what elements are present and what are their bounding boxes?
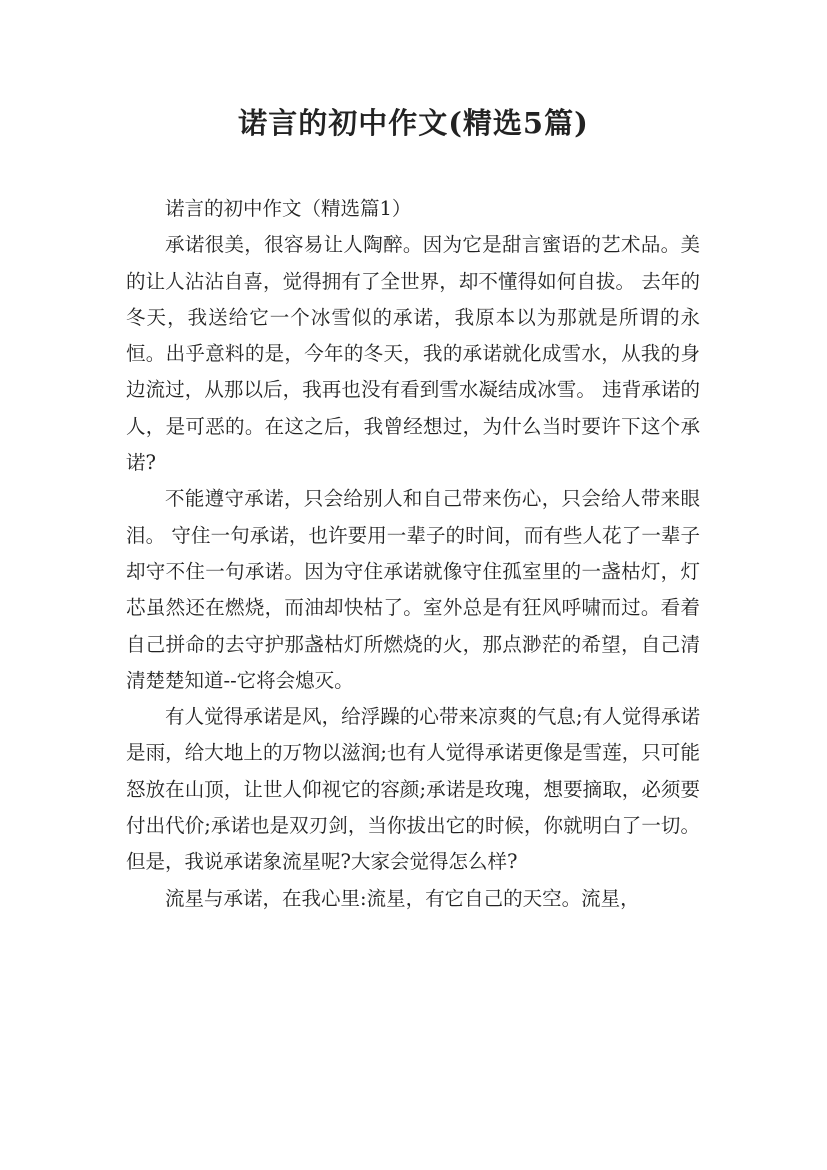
paragraph-2: 不能遵守承诺，只会给别人和自己带来伤心，只会给人带来眼泪。 守住一句承诺，也许要用一辈子的时间，而有些人花了一辈子却守不住一句承诺。因为守住承诺就像守住孤室里的一盏枯灯，灯芯虽然还在燃烧，而油却快枯了。室外总是有狂风呼啸而过。看着自己拼命的去守护那盏枯灯所燃烧的火，那点渺茫的希望，自己清清楚楚知道--它将会熄灭。 — [126, 487, 700, 692]
document-title: 诺言的初中作文(精选5篇) — [238, 106, 589, 140]
document-body — [126, 191, 700, 917]
paragraph-4: 流星与承诺，在我心里:流星，有它自己的天空。流星， — [165, 886, 640, 910]
paragraph-1: 承诺很美，很容易让人陶醉。因为它是甜言蜜语的艺术品。美的让人沾沾自喜，觉得拥有了全世界，却不懂得如何自拔。 去年的冬天，我送给它一个冰雪似的承诺，我原本以为那就是所谓的永恒。出乎意料的是，今年的冬天，我的承诺就化成雪水，从我的身边流过，从那以后，我再也没有看到雪水凝结成冰雪。 违背承诺的人，是可恶的。在这之后，我曾经想过，为什么当时要许下这个承诺? — [126, 233, 700, 475]
section-heading: 诺言的初中作文（精选篇1） — [165, 197, 412, 220]
paragraph-3: 有人觉得承诺是风，给浮躁的心带来凉爽的气息;有人觉得承诺是雨，给大地上的万物以滋润;也有人觉得承诺更像是雪莲，只可能怒放在山顶，让世人仰视它的容颜;承诺是玫瑰，想要摘取，必须要付出代价;承诺也是双刃剑，当你拔出它的时候，你就明白了一切。但是，我说承诺象流星呢?大家会觉得怎么样? — [126, 705, 700, 874]
